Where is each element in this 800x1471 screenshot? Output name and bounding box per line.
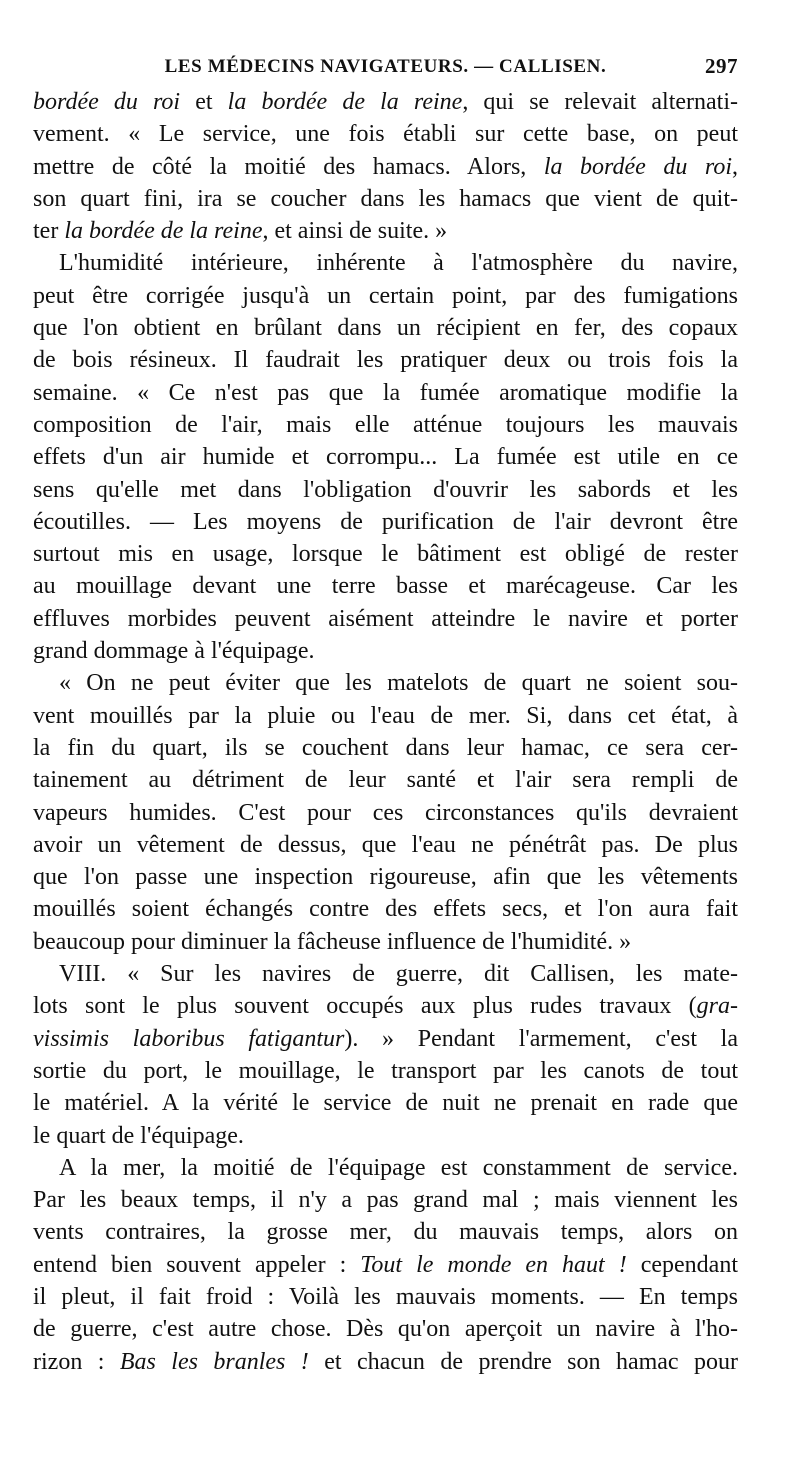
text-span: le matériel. A la vérité le service de nuit ne prenait en rade que xyxy=(33,1090,738,1117)
text-span: son quart fini, ira se coucher dans les hamacs que vient de quit- xyxy=(33,185,738,212)
text-line xyxy=(33,377,738,409)
italic-text: vissimis laboribus fatigantur xyxy=(33,1025,345,1052)
text-span: et chacun de prendre son hamac pour xyxy=(308,1348,738,1375)
text-line xyxy=(33,538,738,570)
text-span: de bois résineux. Il faudrait les pratiquer deux ou trois fois la xyxy=(33,347,738,374)
text-span: effets d'un air humide et corrompu... La fumée est utile en ce xyxy=(33,444,738,471)
text-line xyxy=(33,667,738,699)
text-span: écoutilles. — Les moyens de purification de l'air devront être xyxy=(33,508,738,535)
italic-text: la bordée du roi xyxy=(543,153,732,180)
text-line xyxy=(33,797,738,829)
text-line xyxy=(33,700,738,732)
text-span: lots sont le plus souvent occupés aux plus rudes travaux ( xyxy=(33,993,697,1020)
text-span: , qui se relevait alternati- xyxy=(462,89,739,115)
italic-text: gra- xyxy=(696,993,738,1020)
text-span: ). » Pendant l'armement, c'est la xyxy=(344,1025,738,1052)
text-span: , et ainsi de suite. » xyxy=(262,218,448,245)
text-span: vents contraires, la grosse mer, du mauvais temps, alors on xyxy=(33,1219,738,1246)
text-span: surtout mis en usage, lorsque le bâtiment est obligé de rester xyxy=(33,541,738,568)
text-span: cependant xyxy=(626,1251,738,1278)
text-span: semaine. « Ce n'est pas que la fumée aromatique modifie la xyxy=(33,379,738,406)
text-line xyxy=(33,183,738,215)
italic-text: la bordée de la reine xyxy=(64,218,263,245)
text-line xyxy=(33,441,738,473)
text-line xyxy=(33,1055,738,1087)
text-span: vement. « Le service, une fois établi sur cette base, on peut xyxy=(33,121,738,148)
text-span: que l'on passe une inspection rigoureuse, afin que les vêtements xyxy=(33,864,738,891)
text-span: il pleut, il fait froid : Voilà les mauvais moments. — En temps xyxy=(33,1283,738,1310)
text-line xyxy=(33,1120,738,1152)
text-line xyxy=(33,732,738,764)
text-span: et xyxy=(180,89,228,115)
text-line xyxy=(33,764,738,796)
text-line xyxy=(33,893,738,925)
text-line xyxy=(33,829,738,861)
book-page xyxy=(33,52,738,1378)
text-span: la fin du quart, ils se couchent dans leur hamac, ce sera cer- xyxy=(33,734,738,761)
text-span: sens qu'elle met dans l'obligation d'ouvrir les sabords et les xyxy=(33,476,738,503)
text-line xyxy=(33,1152,738,1184)
text-span: vent mouillés par la pluie ou l'eau de mer. Si, dans cet état, à xyxy=(33,702,738,729)
text-line xyxy=(33,926,738,958)
text-line xyxy=(33,1346,738,1378)
text-line xyxy=(33,570,738,602)
text-span: grand dommage à l'équipage. xyxy=(33,638,315,665)
text-line xyxy=(33,474,738,506)
body-text xyxy=(33,86,738,1378)
text-line xyxy=(33,635,738,667)
text-span: « On ne peut éviter que les matelots de quart ne soient sou- xyxy=(59,670,738,697)
text-span: rizon : xyxy=(33,1348,120,1375)
text-line xyxy=(33,312,738,344)
italic-text: la bordée de la reine xyxy=(227,89,463,115)
page-number: 297 xyxy=(705,54,738,78)
text-span: avoir un vêtement de dessus, que l'eau ne pénétrât pas. De plus xyxy=(33,831,738,858)
text-span: beaucoup pour diminuer la fâcheuse influence de l'humidité. » xyxy=(33,928,632,955)
italic-text: Tout le monde en haut ! xyxy=(360,1251,627,1278)
text-span: L'humidité intérieure, inhérente à l'atmosphère du navire, xyxy=(59,250,738,277)
text-span: peut être corrigée jusqu'à un certain point, par des fumigations xyxy=(33,282,738,309)
text-line xyxy=(33,861,738,893)
text-line xyxy=(33,118,738,150)
text-span: au mouillage devant une terre basse et marécageuse. Car les xyxy=(33,573,738,600)
text-span: vapeurs humides. C'est pour ces circonstances qu'ils devraient xyxy=(33,799,738,826)
text-line xyxy=(33,409,738,441)
page-header xyxy=(33,52,738,86)
text-span: VIII. « Sur les navires de guerre, dit Callisen, les mate- xyxy=(59,961,738,988)
text-span: de guerre, c'est autre chose. Dès qu'on aperçoit un navire à l'ho- xyxy=(33,1316,738,1343)
text-line xyxy=(33,247,738,279)
text-line xyxy=(33,603,738,635)
text-span: A la mer, la moitié de l'équipage est constamment de service. xyxy=(59,1154,738,1181)
text-span: effluves morbides peuvent aisément atteindre le navire et porter xyxy=(33,605,738,632)
text-span: sortie du port, le mouillage, le transport par les canots de tout xyxy=(33,1057,738,1084)
text-line xyxy=(33,958,738,990)
text-span: Par les beaux temps, il n'y a pas grand mal ; mais viennent les xyxy=(33,1187,738,1214)
italic-text: bordée du roi xyxy=(33,89,181,115)
text-line xyxy=(33,151,738,183)
text-line xyxy=(33,1216,738,1248)
text-span: , xyxy=(732,153,738,180)
text-span: mouillés soient échangés contre des effets secs, et l'on aura fait xyxy=(33,896,738,923)
text-span: entend bien souvent appeler : xyxy=(33,1251,361,1278)
text-span: tainement au détriment de leur santé et l'air sera rempli de xyxy=(33,767,738,794)
text-line xyxy=(33,506,738,538)
text-line xyxy=(33,344,738,376)
running-title: LES MÉDECINS NAVIGATEURS. — CALLISEN. xyxy=(164,56,607,77)
text-line xyxy=(33,280,738,312)
text-span: mettre de côté la moitié des hamacs. Alors, xyxy=(33,153,544,180)
text-line xyxy=(33,1184,738,1216)
text-line xyxy=(33,1313,738,1345)
text-span: que l'on obtient en brûlant dans un récipient en fer, des copaux xyxy=(33,315,738,342)
text-span: composition de l'air, mais elle atténue toujours les mauvais xyxy=(33,411,738,438)
text-line xyxy=(33,86,738,118)
text-line xyxy=(33,1023,738,1055)
text-span: le quart de l'équipage. xyxy=(33,1122,244,1149)
text-span: ter xyxy=(33,218,65,245)
text-line xyxy=(33,1281,738,1313)
italic-text: Bas les branles ! xyxy=(119,1348,309,1375)
text-line xyxy=(33,1087,738,1119)
text-line xyxy=(33,215,738,247)
text-line xyxy=(33,1249,738,1281)
text-line xyxy=(33,990,738,1022)
